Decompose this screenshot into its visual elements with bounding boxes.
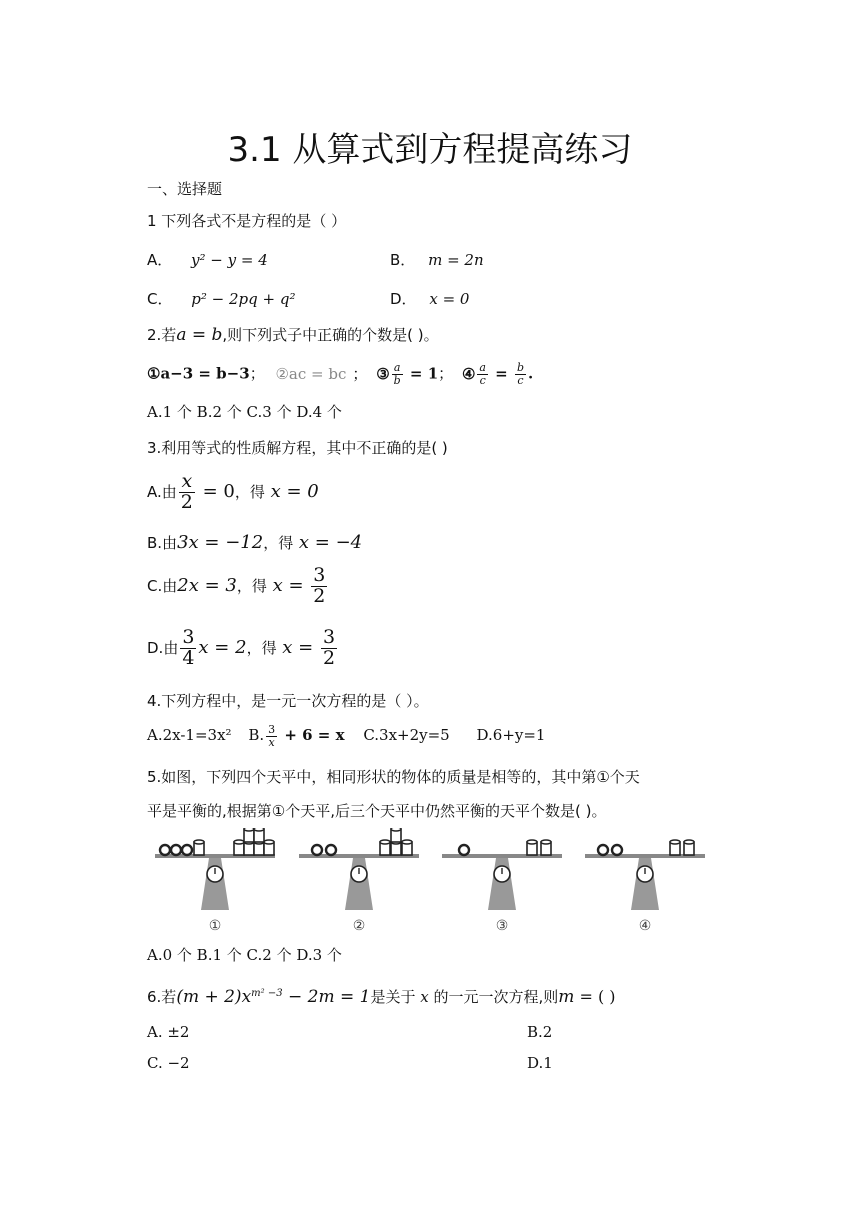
- q4-stem: 4.下列方程中，是一元一次方程的是（ ）。: [147, 692, 429, 710]
- q6-option-b[interactable]: B.2: [527, 1023, 553, 1041]
- q3-b-pre: B.由: [147, 534, 178, 552]
- q3-b-get: ，得: [263, 534, 294, 552]
- q2-item-3-num: ③: [376, 364, 390, 383]
- q3-a-numerator: x: [179, 472, 195, 493]
- page-title: 3.1 从算式到方程提高练习: [227, 130, 633, 170]
- q6-stem: [147, 986, 616, 1007]
- q1-stem: 1 下列各式不是方程的是（ ）: [147, 212, 347, 230]
- q2-item-3-numerator: a: [392, 362, 403, 375]
- q6-stem-expr: (m + 2)x: [176, 987, 252, 1007]
- q2-item-4-denominator-2: c: [517, 373, 524, 387]
- balance-label-3: ③: [495, 918, 509, 934]
- q4-b-numerator: 3: [268, 723, 276, 736]
- q3-a-result: x = 0: [264, 480, 319, 502]
- q6-stem-post-1: 是关于: [370, 988, 416, 1006]
- section-heading: 一、选择题: [147, 180, 223, 198]
- balance-4: [585, 840, 705, 910]
- q4-option-b[interactable]: [248, 723, 345, 749]
- q3-d-pre: D.由: [147, 638, 179, 657]
- q3-a-pre: A.由: [147, 482, 177, 501]
- q4-option-d[interactable]: D.6+y=1: [476, 726, 546, 745]
- q2-item-3-post: = 1: [404, 364, 439, 383]
- q4-options: [147, 724, 545, 748]
- q3-d-denominator-1: 4: [182, 646, 195, 669]
- q3-stem: 3.利用等式的性质解方程，其中不正确的是( ): [147, 439, 448, 457]
- q2-sep-2: ；: [352, 364, 368, 383]
- q1-b-label: B．: [390, 251, 416, 269]
- balance-figure: [145, 828, 725, 936]
- q4-b-frac: [266, 724, 277, 748]
- q2-stem-expr: a = b: [176, 325, 223, 345]
- q1-option-d[interactable]: [390, 288, 469, 309]
- q3-d-numerator-2: 3: [322, 626, 336, 648]
- q5-stem-line-1: 5.如图，下列四个天平中，相同形状的物体的质量是相等的，其中第①个天: [147, 768, 640, 786]
- q4-b-pre: B.: [248, 726, 265, 745]
- q2-item-2: ②ac = bc: [275, 364, 347, 383]
- q1-a-label: A．: [147, 251, 173, 269]
- q1-c-label: C．: [147, 290, 173, 308]
- q6-stem-var: x: [415, 988, 434, 1006]
- q1-d-label: D．: [390, 290, 417, 308]
- q2-stem-pre: 2.若: [147, 326, 177, 344]
- q1-d-expr: x = 0: [429, 290, 470, 308]
- q2-items: [147, 362, 533, 386]
- balance-3: [442, 840, 562, 910]
- balance-label-1: ①: [208, 918, 222, 934]
- q2-item-3-frac: [392, 362, 403, 386]
- q4-b-denominator: x: [268, 735, 275, 749]
- q4-option-c[interactable]: C.3x+2y=5: [363, 726, 450, 745]
- q3-option-a[interactable]: [147, 472, 319, 513]
- q1-option-a[interactable]: [147, 249, 268, 270]
- q2-item-4-frac-2: [515, 362, 526, 386]
- q2-item-3-denominator: b: [393, 373, 401, 387]
- q6-stem-var-2: m: [558, 987, 575, 1007]
- q6-stem-post-2: 的一元一次方程,则: [433, 988, 559, 1006]
- q3-c-result: x =: [266, 574, 310, 596]
- q3-c-denominator: 2: [313, 584, 326, 607]
- q5-stem-line-2: 平是平衡的,根据第①个天平,后三个天平中仍然平衡的天平个数是( )。: [147, 802, 607, 820]
- q3-c-frac: [311, 566, 327, 607]
- q3-d-result: x =: [276, 636, 319, 658]
- q4-b-post: + 6 = x: [279, 726, 345, 745]
- q5-options[interactable]: A.0 个 B.1 个 C.2 个 D.3 个: [147, 946, 342, 964]
- q2-item-4-denominator-1: c: [479, 373, 486, 387]
- q1-a-expr: y² − y = 4: [191, 251, 268, 269]
- q6-option-a[interactable]: A. ±2: [147, 1023, 190, 1041]
- q2-item-1: ①a−3 = b−3: [147, 364, 250, 383]
- balance-label-4: ④: [638, 918, 652, 934]
- balance-1: [155, 828, 275, 910]
- q1-option-c[interactable]: [147, 288, 295, 309]
- q2-item-4-end: .: [528, 364, 534, 383]
- q6-stem-pre: 6.若: [147, 988, 177, 1006]
- q2-item-4-num: ④: [461, 364, 476, 383]
- q2-sep-1: ；: [249, 364, 265, 383]
- q3-c-pre: C.由: [147, 576, 178, 595]
- balance-2: [299, 828, 419, 910]
- q3-d-denominator-2: 2: [322, 646, 336, 669]
- q2-item-4-numerator-1: a: [479, 361, 486, 374]
- q2-item-4-numerator-2: b: [516, 361, 525, 374]
- q1-b-expr: m = 2n: [428, 251, 484, 269]
- q3-b-expr: 3x = −12: [177, 532, 264, 553]
- q6-stem-exponent: m² −3: [251, 988, 283, 999]
- q3-option-d[interactable]: [147, 628, 339, 669]
- q3-a-get: ，得: [234, 482, 265, 501]
- q6-stem-expr-2: − 2m = 1: [282, 987, 371, 1007]
- q3-a-frac: [179, 472, 195, 513]
- q3-a-mid: = 0: [196, 480, 235, 502]
- q2-stem: [147, 324, 439, 345]
- q3-d-frac-1: [180, 628, 196, 669]
- q1-c-expr: p² − 2pq + q²: [191, 290, 296, 308]
- q3-option-b[interactable]: [147, 532, 362, 553]
- q2-item-4-eq: =: [489, 364, 513, 383]
- q2-item-4-frac-1: [477, 362, 488, 386]
- q2-stem-post: ,则下列式子中正确的个数是( )。: [222, 326, 439, 344]
- q6-stem-end: = ( ): [574, 987, 616, 1006]
- balance-label-2: ②: [352, 918, 366, 934]
- q3-d-frac-2: [321, 628, 337, 669]
- q3-d-numerator-1: 3: [182, 626, 195, 648]
- q3-b-result: x = −4: [293, 532, 363, 553]
- q2-options[interactable]: A.1 个 B.2 个 C.3 个 D.4 个: [147, 403, 342, 421]
- q3-d-mid: x = 2: [198, 636, 247, 658]
- q3-c-expr: 2x = 3: [177, 574, 237, 596]
- q1-option-b[interactable]: [390, 249, 484, 270]
- q3-a-denominator: 2: [180, 490, 193, 513]
- q6-option-d[interactable]: D.1: [527, 1054, 553, 1072]
- q2-sep-3: ；: [438, 364, 454, 383]
- q6-option-c[interactable]: C. −2: [147, 1054, 190, 1072]
- q4-option-a[interactable]: A.2x-1=3x²: [147, 726, 232, 745]
- q3-d-get: ，得: [246, 638, 277, 657]
- q3-c-get: ，得: [236, 576, 267, 595]
- q3-option-c[interactable]: [147, 566, 329, 607]
- q3-c-numerator: 3: [313, 564, 326, 586]
